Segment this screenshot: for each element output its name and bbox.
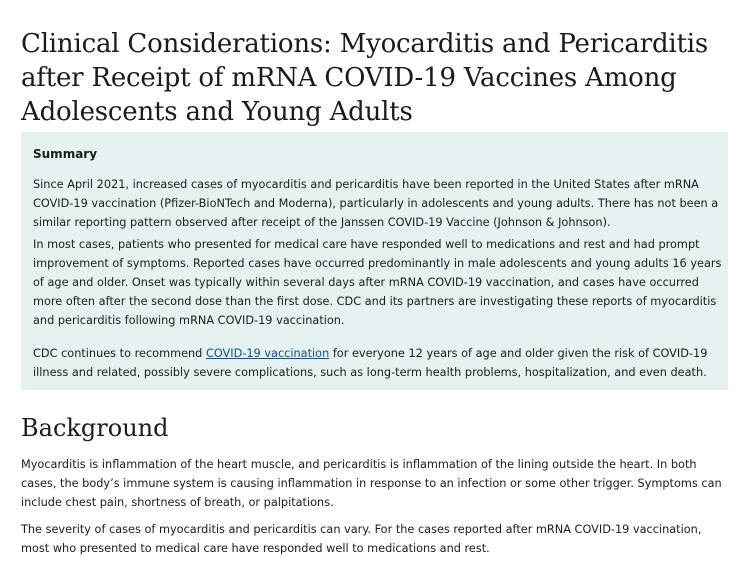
summary-paragraph-3-tail: for everyone 12 years of age and older given the risk of COVID-19 illness and related, possibly severe complications, such as long-term health problems, hospitalization, and even death. bbox=[33, 347, 708, 379]
background-paragraph-1: Myocarditis is inflammation of the heart muscle, and pericarditis is inflammation of the lining outside the heart. In both cases, the body’s immune system is causing inflammation in response to an infection or some other trigger. Symptoms can include chest pain, shortness of breath, or palpitations. bbox=[21, 458, 722, 509]
summary-paragraph-3-lead: CDC continues to recommend bbox=[33, 347, 206, 360]
summary-paragraph-1: Since April 2021, increased cases of myocarditis and pericarditis have been reported in the United States after mRNA COVID-19 vaccination (Pfizer-BioNTech and Moderna), particularly in adolescents and young adults. There has not been a similar reporting pattern observed after receipt of the Janssen COVID-19 Vaccine (Johnson & Johnson). bbox=[33, 178, 719, 229]
page-title: Clinical Considerations: Myocarditis and Pericarditis after Receipt of mRNA COVID-19 Vaccines Among Adolescents and Young Adults bbox=[21, 29, 709, 127]
covid-vaccination-link[interactable]: COVID-19 vaccination bbox=[205, 347, 330, 360]
summary-box bbox=[21, 132, 728, 390]
background-heading: Background bbox=[21, 414, 169, 442]
background-paragraph-2: The severity of cases of myocarditis and pericarditis can vary. For the cases reported after mRNA COVID-19 vaccination, most who presented to medical care have responded well to medications and rest. bbox=[21, 523, 702, 555]
summary-paragraph-3 bbox=[33, 344, 723, 382]
summary-paragraph-2: In most cases, patients who presented for medical care have responded well to medications and rest and had prompt improvement of symptoms. Reported cases have occurred predominantly in male adolescents and young adults 16 years of age and older. Onset was typically within several days after mRNA COVID-19 vaccination, and cases have occurred more often after the second dose than the first dose. CDC and its partners are investigating these reports of myocarditis and pericarditis following mRNA COVID-19 vaccination. bbox=[33, 238, 722, 327]
summary-heading: Summary bbox=[33, 147, 98, 161]
